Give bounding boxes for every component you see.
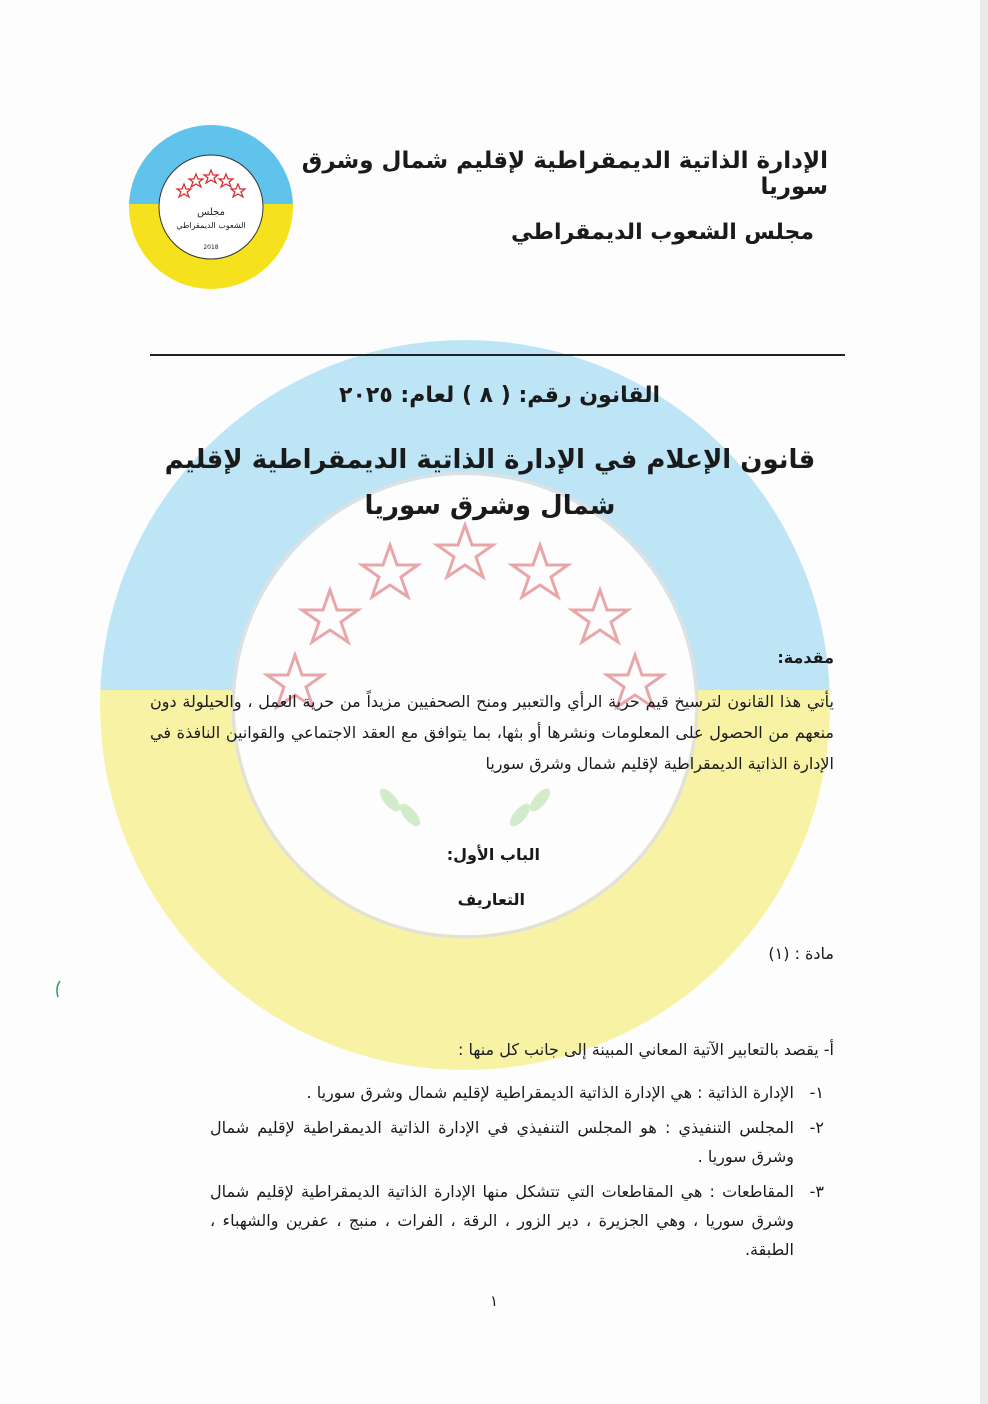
article-intro: أ- يقصد بالتعابير الآتية المعاني المبينة إلى جانب كل منها : (457, 1040, 834, 1059)
definition-item (210, 1113, 824, 1171)
header-subtitle: مجلس الشعوب الديمقراطي (511, 220, 814, 245)
intro-heading: مقدمة: (777, 648, 834, 667)
intro-paragraph: يأتي هذا القانون لترسيخ قيم حرية الرأي والتعبير ومنح الصحفيين مزيداً من حرية العمل ، والحيلولة دون منعهم من الحصول على المعلومات ونشرها أو بثها، بما يتوافق مع العقد الاجتماعي والقوانين النافذة في الإدارة الذاتية الديمقراطية لإقليم شمال وشرق سوريا (150, 692, 834, 773)
definition-text: المقاطعات : هي المقاطعات التي تتشكل منها الإدارة الذاتية الديمقراطية لإقليم شمال وشرق سوريا ، وهي الجزيرة ، دير الزور ، الرقة ، الفرات ، منبج ، عفرين والشهباء ، الطبقة. (210, 1182, 794, 1259)
law-number: القانون رقم: ( ٨ ) لعام: ٢٠٢٥ (339, 383, 660, 408)
definition-item (210, 1078, 824, 1107)
logo-center-name: مجلس (197, 207, 225, 218)
margin-pen-mark (54, 980, 64, 998)
logo-year: 2018 (203, 244, 219, 251)
definitions-list (210, 1078, 824, 1264)
header-title: الإدارة الذاتية الديمقراطية لإقليم شمال وشرق سوريا (301, 148, 828, 200)
article-label: مادة : (١) (768, 944, 834, 963)
chapter-name: التعاريف (457, 890, 525, 909)
chapter-label: الباب الأول: (446, 845, 540, 864)
definition-number: ١- (809, 1083, 824, 1102)
logo-center-sub: الشعوب الديمقراطي (176, 221, 246, 230)
definition-text: المجلس التنفيذي : هو المجلس التنفيذي في الإدارة الذاتية الديمقراطية لإقليم شمال وشرق سوريا . (210, 1118, 794, 1166)
definition-number: ٢- (809, 1118, 824, 1137)
definition-item (210, 1177, 824, 1264)
definition-number: ٣- (809, 1182, 824, 1201)
page-number: ١ (489, 1292, 499, 1310)
law-title: قانون الإعلام في الإدارة الذاتية الديمقراطية لإقليم شمال وشرق سوريا (164, 445, 816, 521)
definition-text: الإدارة الذاتية : هي الإدارة الذاتية الديمقراطية لإقليم شمال وشرق سوريا . (306, 1083, 794, 1102)
header-divider (150, 354, 845, 356)
